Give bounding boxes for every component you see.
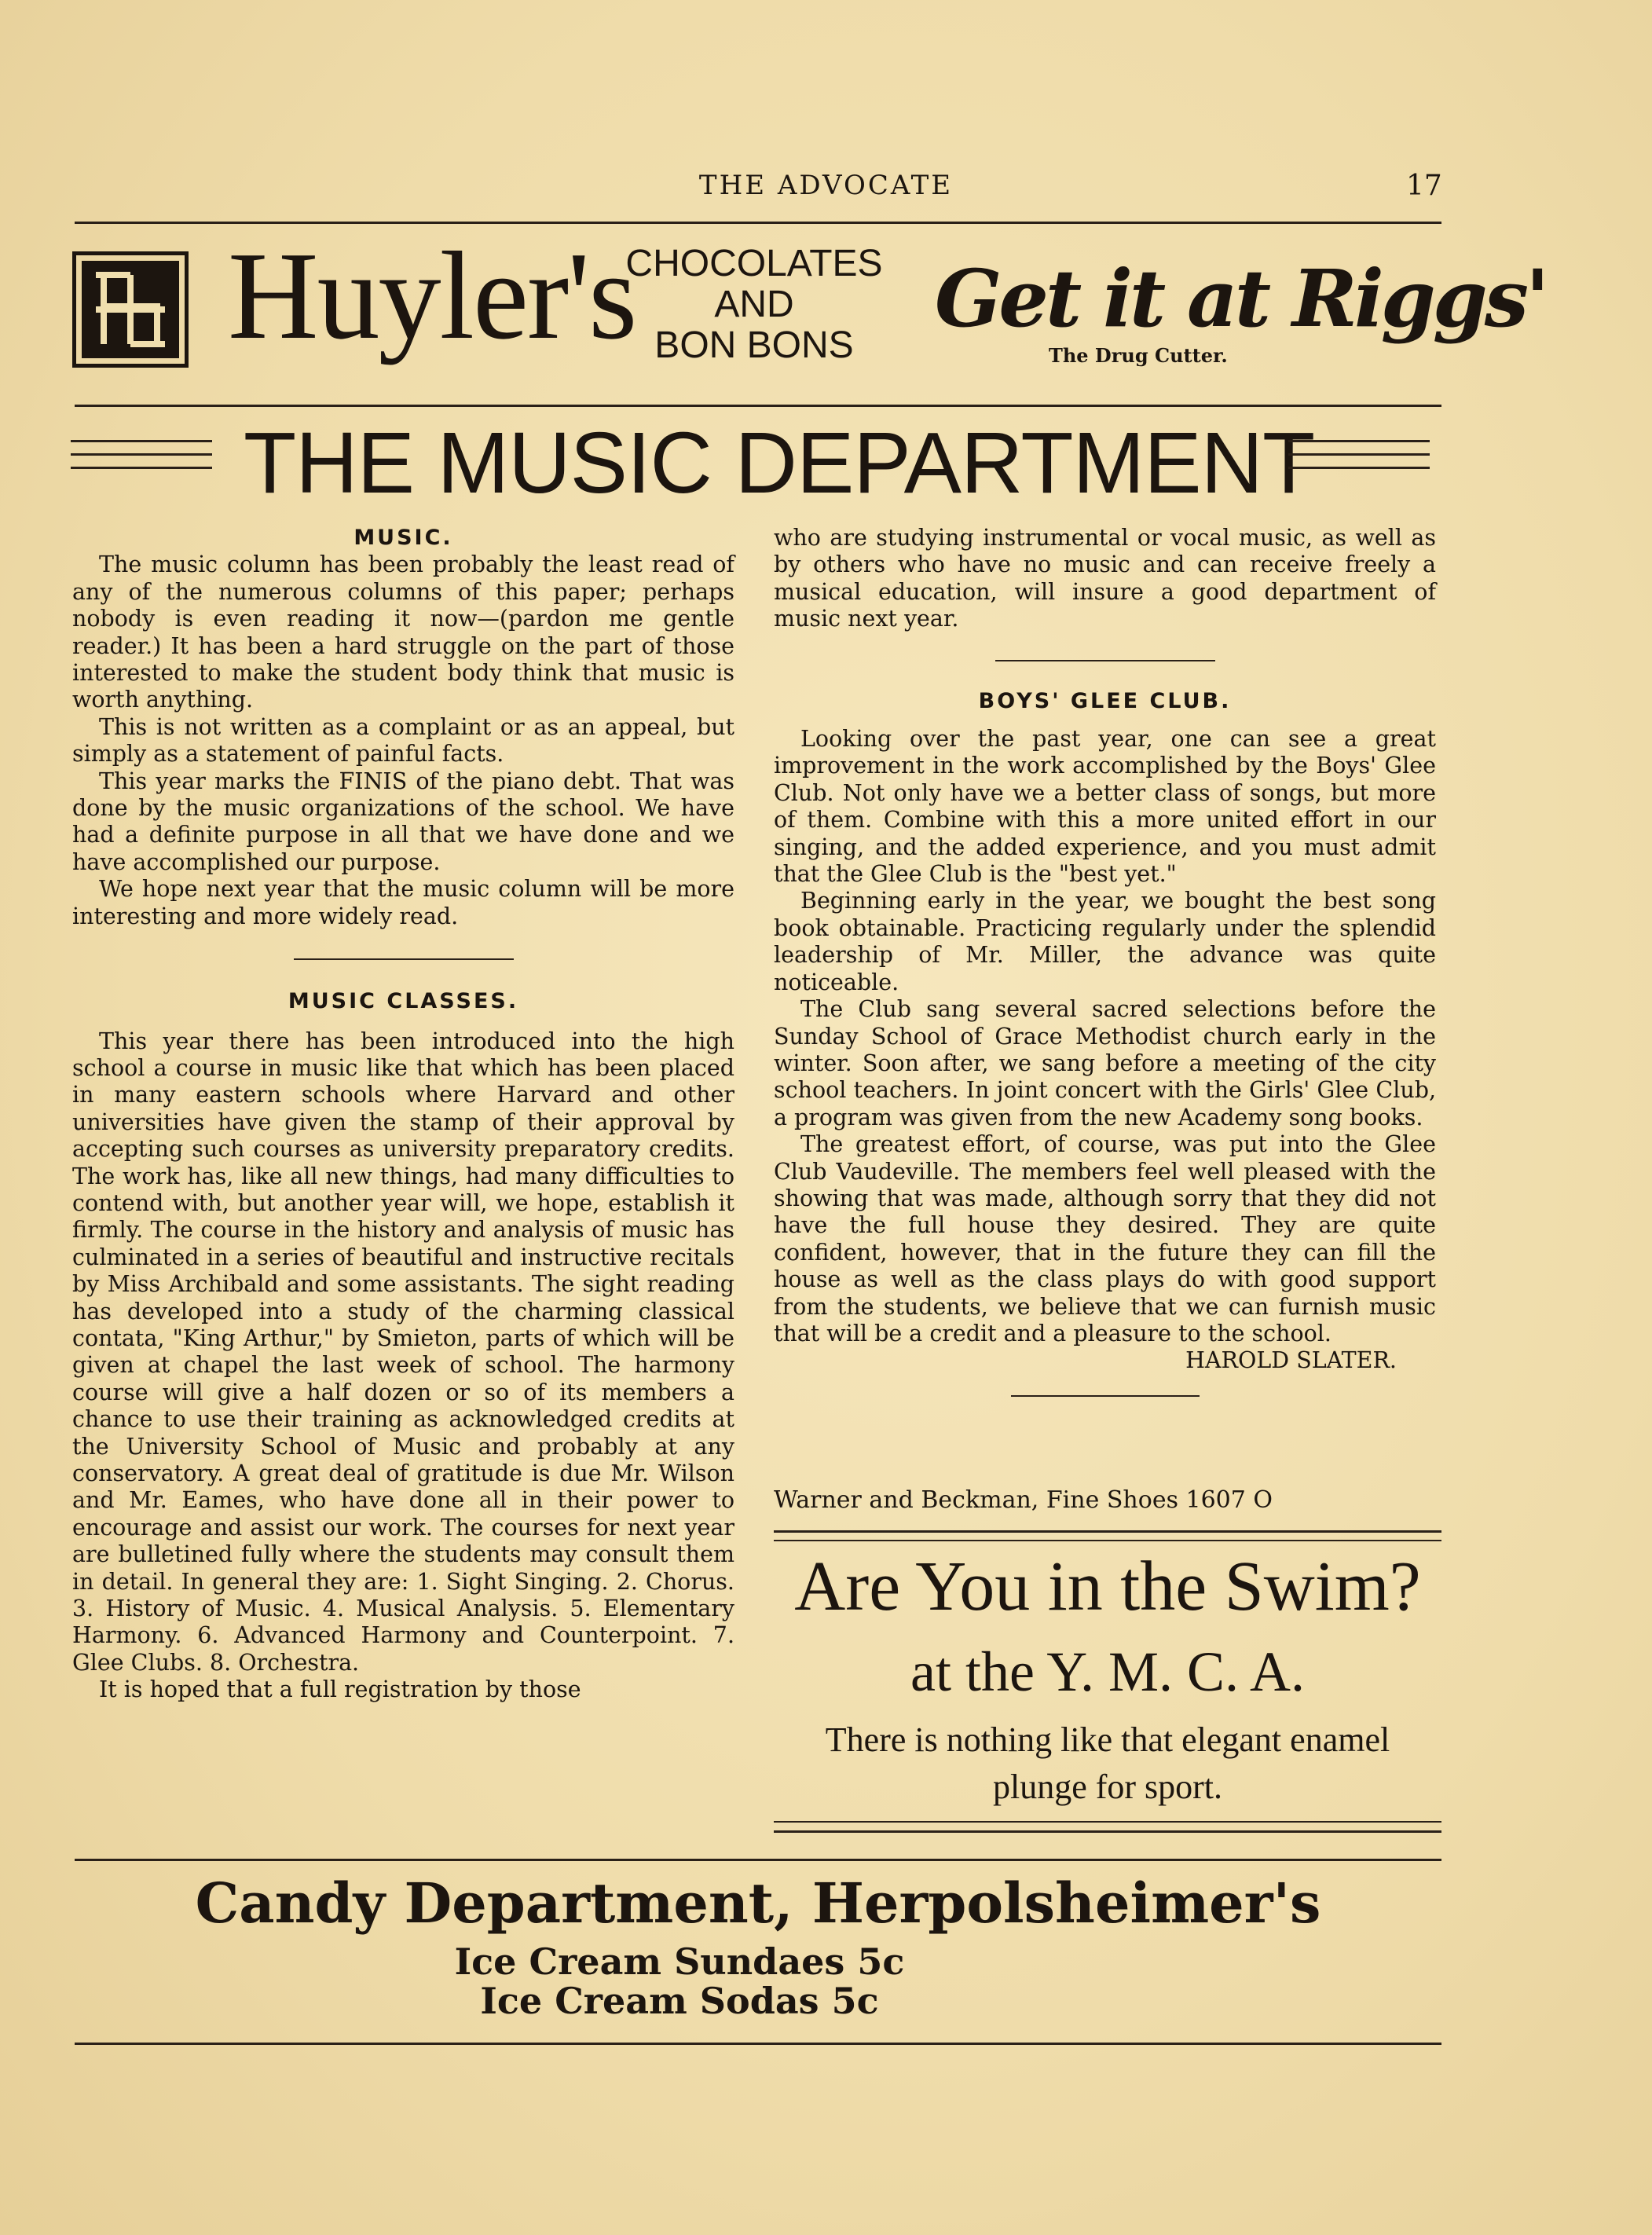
paragraph: who are studying instrumental or vocal music, as well as by others who have no music and can receive freely a musical education, will insure a good department of music next year. [774,525,1436,632]
music-heading: MUSIC. [353,526,453,550]
ad-rule [774,1821,1441,1823]
enamel-text [774,1717,1441,1811]
glee-club-heading: BOYS' GLEE CLUB. [978,688,1232,713]
paragraph: The Club sang several sacred selections before the Sunday School of Grace Methodist church early in the winter. Soon after, we sang before a meeting of the city school teachers. In joint concert with the Girls' Glee Club, a program was given from the new Academy song books. [774,996,1436,1130]
enamel-line: There is nothing like that elegant enamel [825,1720,1390,1759]
tagline-line: CHOCOLATES [625,243,883,284]
sundae-lines [75,1942,1284,2021]
left-column [72,525,734,1704]
paragraph: The music column has been probably the least read of any of the numerous columns of this paper; perhaps nobody is even reading it now—(pardon me gentle reader.) It has been a hard struggle on the part of those interested to make the student body think that music is worth anything. [72,551,734,713]
ad-rule [75,405,1441,407]
page-number: 17 [1406,170,1442,202]
soda-line: Ice Cream Sodas 5c [480,1980,879,2022]
paragraph: It is hoped that a full registration by those [99,1676,581,1703]
running-title: THE ADVOCATE [698,170,954,201]
tagline-line: AND [714,284,794,325]
huyler-logo-icon [72,251,189,368]
paragraph: The greatest effort, of course, was put into the Glee Club Vaudeville. The members feel well pleased with the showing that was made, although sorry that they did not have the full house they desired. They are quite confident, however, that in the future they can fill the house as well as the class plays do with good support from the students, we believe that we can furnish music that will be a credit and a pleasure to the school. [774,1131,1436,1346]
signature: HAROLD SLATER. [1185,1347,1397,1374]
ymca-line: at the Y. M. C. A. [910,1640,1306,1703]
swim-headline: Are You in the Swim? [794,1548,1421,1625]
ad-rule [774,1830,1441,1833]
warner-ad: Warner and Beckman, Fine Shoes 1607 O [774,1486,1273,1514]
huyler-name: Huyler's [228,225,636,365]
tagline-line: BON BONS [654,324,854,366]
music-classes-heading: MUSIC CLASSES. [288,989,519,1014]
enamel-line: plunge for sport. [992,1768,1223,1806]
ad-rule [774,1540,1441,1541]
riggs-sub: The Drug Cutter. [1049,344,1228,367]
ad-rule [774,1530,1441,1533]
ad-rule [75,1859,1441,1861]
divider [995,660,1215,661]
paragraph: We hope next year that the music column will be more interesting and more widely read. [72,876,734,929]
right-column [774,525,1436,1397]
candy-headline: Candy Department, Herpolsheimer's [195,1870,1321,1936]
paragraph: This year marks the FINIS of the piano debt. That was done by the music organizations of the school. We have had a definite purpose in all that we have done and we have accomplished our purpose. [72,768,734,875]
paragraph: Beginning early in the year, we bought the best song book obtainable. Practicing regularly under the splendid leadership of Mr. Miller, the advance was quite noticeable. [774,888,1436,995]
paragraph: Looking over the past year, one can see a great improvement in the work accomplished by the Boys' Glee Club. Not only have we a better class of songs, but more of them. Combine with this a more united effort in our singing, and the added experience, and you must admit that the Glee Club is the "best yet." [774,726,1436,888]
divider [294,958,514,960]
divider [1011,1395,1200,1397]
paragraph: This year there has been introduced into the high school a course in music like that which has been placed in many eastern schools where Harvard and other universities have given the stamp of their approval by accepting such courses as university preparatory credits. The work has, like all new things, had many difficulties to contend with, but another year will, we hope, establish it firmly. The course in the history and analysis of music has culminated in a series of beautiful and instructive recitals by Miss Archibald and some assistants. The sight reading has developed into a study of the charming classical contata, "King Arthur," by Smieton, parts of which will be given at chapel the last week of school. The harmony course will give a half dozen or so of its members a chance to use their training as acknowledged credits at the University School of Music and probably at any conservatory. A great deal of gratitude is due Mr. Wilson and Mr. Eames, who have done all in their power to encourage and assist our work. The courses for next year are bulletined fully where the students may consult them in detail. In general they are: 1. Sight Singing. 2. Chorus. 3. History of Music. 4. Musical Analysis. 5. Elementary Harmony. 6. Advanced Harmony and Counterpoint. 7. Glee Clubs. 8. Orchestra. [72,1028,734,1676]
title-ornament-left [71,440,212,474]
header-rule [75,222,1441,224]
riggs-name: Get it at Riggs' [935,252,1547,345]
huyler-tagline [605,244,903,366]
title-ornament-right [1288,440,1430,474]
section-title: THE MUSIC DEPARTMENT [244,415,1315,511]
paragraph: This is not written as a complaint or as an appeal, but simply as a statement of painful facts. [72,713,734,768]
bottom-rule [75,2043,1441,2045]
sundae-line: Ice Cream Sundaes 5c [454,1940,905,1983]
